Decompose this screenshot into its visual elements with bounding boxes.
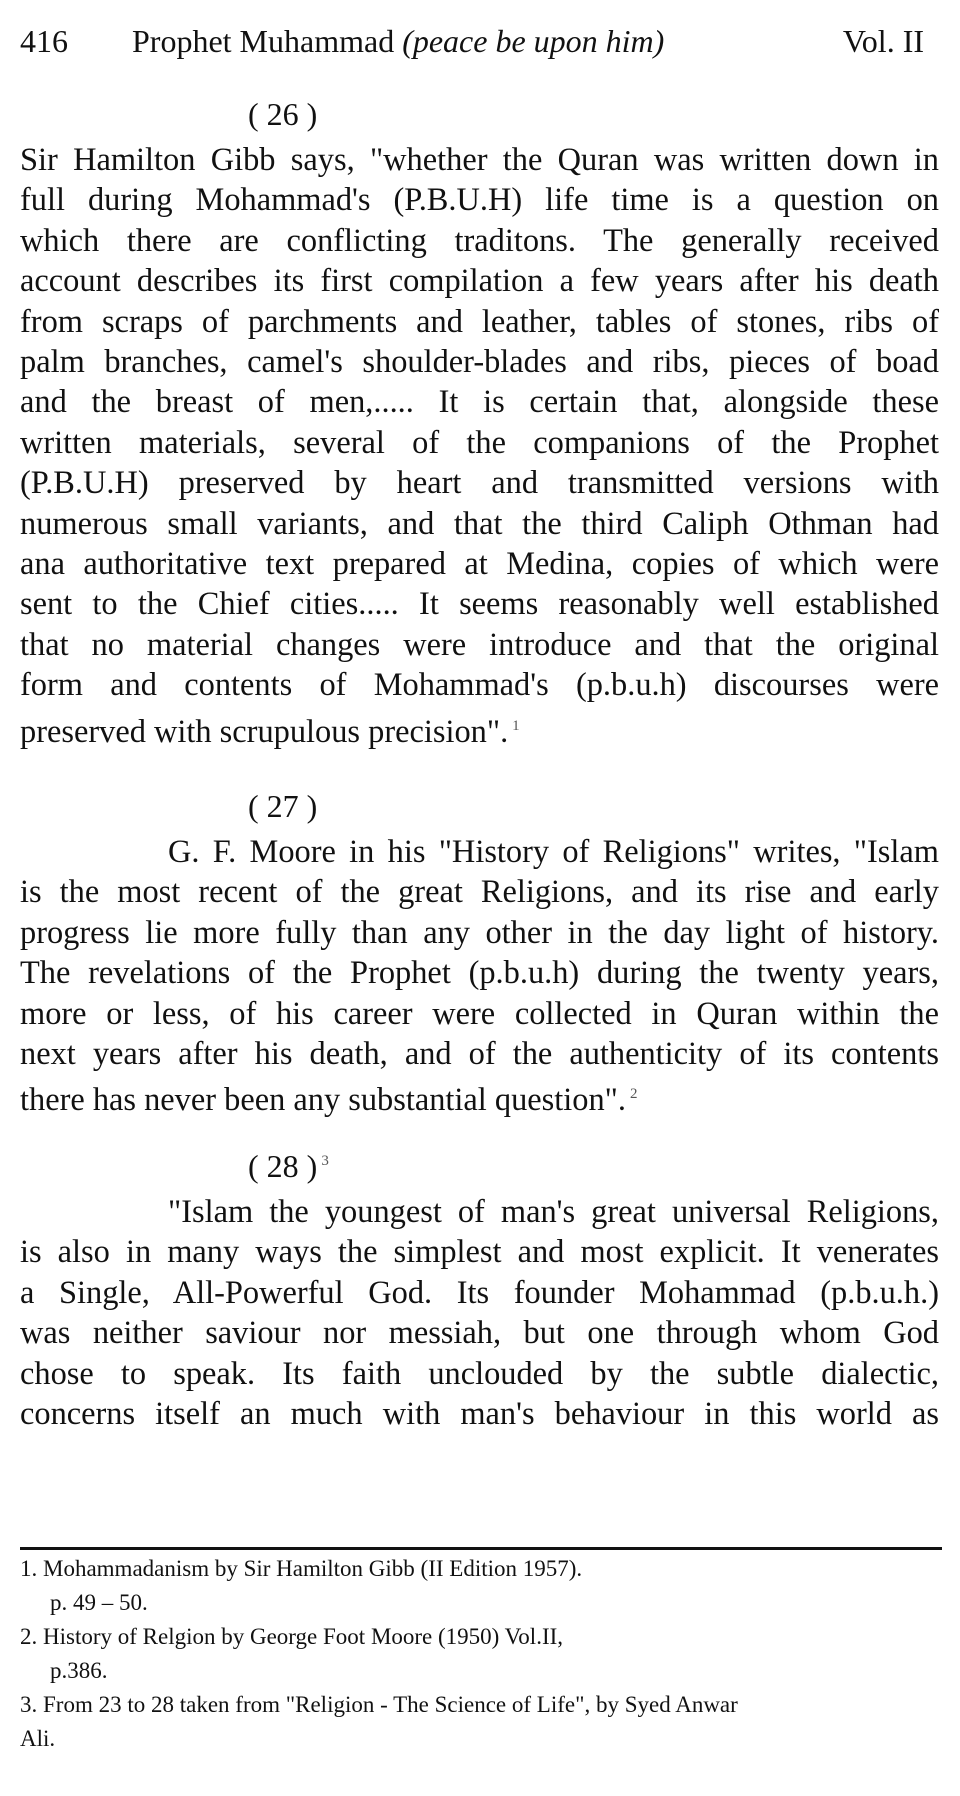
text-line: full during Mohammad's (P.B.U.H) life time is a question on [20,182,939,219]
footnote-ref-3: 3 [321,1153,329,1170]
text-line: preserved with scrupulous precision". $^1$ [20,713,520,750]
volume-label: Vol. II [842,23,924,59]
footnote-3-cont: Ali. [20,1726,56,1751]
text-line: The revelations of the Prophet (p.b.u.h) during the twenty years, [20,955,939,992]
section-28-text [20,1192,939,1434]
running-title [132,16,664,66]
text-line: from scraps of parchments and leather, tables of stones, ribs of [20,303,939,340]
text-line: progress lie more fully than any other in the day light of history. [20,914,939,951]
section-number-27: ( 27 ) [248,788,318,824]
text-line: numerous small variants, and that the third Caliph Othman had [20,505,939,542]
footnote-ref-1: 1 [512,717,520,734]
section-27-text [20,832,939,1121]
title-plain: Prophet Muhammad [132,23,395,59]
text-line: chose to speak. Its faith unclouded by the subtle dialectic, [20,1355,939,1392]
page-number: 416 [20,23,68,59]
text-line: Sir Hamilton Gibb says, "whether the Quran was written down in [20,142,939,178]
section-26-text [20,140,939,752]
text-line: concerns itself an much with man's behaviour in this world as [20,1396,939,1433]
text-line: G. F. Moore in his "History of Religions" writes, "Islam [168,834,939,870]
footnotes [20,1552,942,1756]
footnote-1-cont: p. 49 – 50. [50,1590,148,1615]
text-line: a Single, All-Powerful God. Its founder Mohammad (p.b.u.h.) [20,1274,939,1311]
footnote-ref-2: 2 [629,1086,638,1103]
text-line: written materials, several of the companions of the Prophet [20,424,939,461]
running-header [20,16,924,66]
footnote-2-cont: p.386. [50,1658,108,1683]
text-line: (P.B.U.H) preserved by heart and transmitted versions with [20,465,939,502]
text-line: next years after his death, and of the authenticity of its contents [20,1036,939,1073]
text-line: ana authoritative text prepared at Medina, copies of which were [20,546,939,583]
text-line: more or less, of his career were collected in Quran within the [20,995,939,1032]
section-number-28: ( 28 ) $^3$ [248,1148,329,1184]
footnote-2: 2. History of Relgion by George Foot Moore (1950) Vol.II, [20,1624,564,1649]
section-number-26: ( 26 ) [248,96,318,132]
text-line: was neither saviour nor messiah, but one through whom God [20,1315,939,1352]
text-line: palm branches, camel's shoulder-blades and ribs, pieces of boad [20,344,939,381]
footnote-divider [20,1547,942,1550]
text-line: there has never been any substantial question". $^2$ [20,1082,638,1119]
text-line: is also in many ways the simplest and most explicit. It venerates [20,1234,939,1271]
text-line: is the most recent of the great Religions, and its rise and early [20,874,939,911]
text-line: sent to the Chief cities..... It seems reasonably well established [20,586,939,623]
text-line: form and contents of Mohammad's (p.b.u.h) discourses were [20,667,939,704]
title-italic: (peace be upon him) [402,23,665,59]
text-line: "Islam the youngest of man's great universal Religions, [168,1194,939,1230]
text-line: that no material changes were introduce and that the original [20,626,939,663]
footnote-1: 1. Mohammadanism by Sir Hamilton Gibb (II Edition 1957). [20,1556,583,1581]
footnote-3: 3. From 23 to 28 taken from "Religion - The Science of Life", by Syed Anwar [20,1692,738,1717]
text-line: and the breast of men,..... It is certain that, alongside these [20,384,939,421]
text-line: account describes its first compilation a few years after his death [20,263,939,300]
text-line: which there are conflicting traditons. The generally received [20,222,939,259]
